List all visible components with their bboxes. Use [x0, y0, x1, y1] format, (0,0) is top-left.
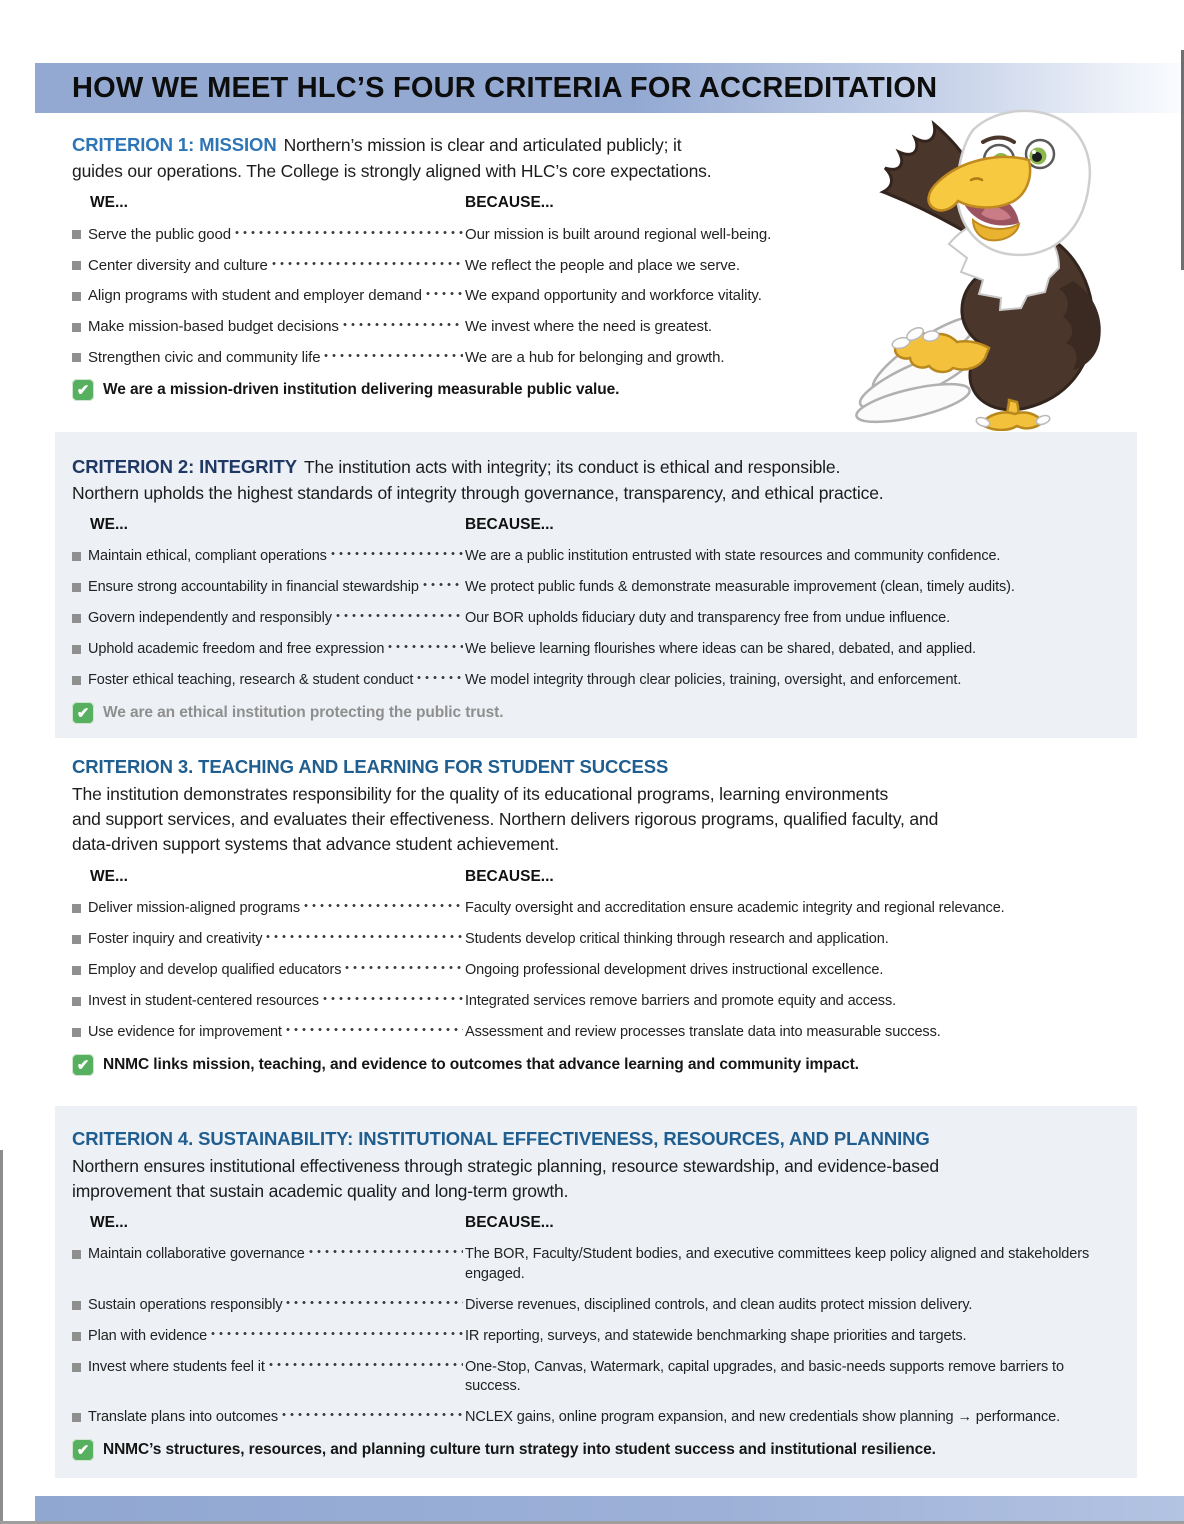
square-bullet-icon: [72, 353, 81, 362]
we-because-row: [72, 1296, 1111, 1315]
because-item-text: Assessment and review processes translate data into measurable success.: [465, 1024, 941, 1041]
dot-leader: [334, 609, 463, 622]
square-bullet-icon: [72, 1413, 81, 1422]
summary-text: We are a mission-driven institution delivering measurable public value.: [103, 380, 620, 398]
because-column-label: BECAUSE...: [465, 515, 554, 533]
dot-leader: [322, 349, 463, 362]
because-item-text: One-Stop, Canvas, Watermark, capital upgrades, and basic-needs supports remove barriers to success.: [465, 1358, 1064, 1394]
checkmark-icon: ✔: [72, 1439, 94, 1461]
dot-leader: [329, 547, 463, 560]
page-edge-line: [0, 1150, 3, 1524]
dot-leader: [267, 1358, 463, 1371]
we-because-row: [72, 640, 1111, 659]
we-item-text: Serve the public good: [88, 225, 232, 243]
because-item-text: Our BOR upholds fiduciary duty and transparency free from undue influence.: [465, 610, 951, 627]
we-item-text: Uphold academic freedom and free expression: [88, 641, 385, 658]
we-cell: [72, 992, 465, 1011]
dot-leader: [302, 899, 463, 912]
because-item-text: We are a public institution entrusted with state resources and community confidence.: [465, 547, 1001, 564]
we-item-text: Make mission-based budget decisions: [88, 318, 339, 336]
square-bullet-icon: [72, 1028, 81, 1037]
we-because-row: [72, 578, 1111, 597]
we-column-label: WE...: [90, 1214, 128, 1232]
because-item-text: We believe learning flourishes where ideas can be shared, debated, and applied.: [465, 641, 976, 658]
we-because-row: [72, 899, 1111, 918]
intro-line: and support services, and evaluates their effectiveness. Northern delivers rigorous programs, qualified faculty, and: [72, 809, 939, 830]
we-cell: [72, 1327, 465, 1346]
checkmark-icon: ✔: [72, 702, 94, 724]
dot-leader: [307, 1245, 463, 1258]
square-bullet-icon: [72, 904, 81, 913]
because-item-text: IR reporting, surveys, and statewide benchmarking shape priorities and targets.: [465, 1327, 967, 1344]
criterion-4-section: [55, 1106, 1137, 1478]
column-headers: [72, 194, 841, 212]
we-cell: [72, 1408, 465, 1427]
criterion-2-heading: CRITERION 2: INTEGRITY: [72, 456, 297, 477]
we-because-row: [72, 256, 841, 276]
because-item-text: Integrated services remove barriers and promote equity and access.: [465, 992, 897, 1009]
checkmark-icon: ✔: [72, 1054, 94, 1076]
eagle-mascot-image: [820, 96, 1182, 431]
we-item-text: Use evidence for improvement: [88, 1024, 282, 1041]
column-headers: [72, 1214, 1111, 1232]
we-item-text: Invest where students feel it: [88, 1358, 265, 1375]
intro-line: Northern’s mission is clear and articulated publicly; it: [283, 135, 682, 155]
because-item-text: We reflect the people and place we serve.: [465, 256, 740, 274]
dot-leader: [386, 640, 463, 653]
we-item-text: Plan with evidence: [88, 1327, 208, 1344]
we-because-row: [72, 1245, 1111, 1283]
intro-line: guides our operations. The College is strongly aligned with HLC’s core expectations.: [72, 160, 712, 181]
we-cell: [72, 1023, 465, 1042]
square-bullet-icon: [72, 583, 81, 592]
we-cell: [72, 1245, 465, 1264]
criterion-1-intro: [72, 132, 841, 184]
we-cell: [72, 609, 465, 628]
criterion-3-intro: [72, 782, 1111, 858]
dot-leader: [280, 1408, 463, 1421]
we-cell: [72, 1358, 465, 1377]
we-cell: [72, 348, 465, 368]
we-column-label: WE...: [90, 193, 128, 211]
dot-leader: [424, 287, 463, 300]
dot-leader: [341, 318, 463, 331]
square-bullet-icon: [72, 552, 81, 561]
we-item-text: Sustain operations responsibly: [88, 1296, 283, 1313]
summary-text: NNMC links mission, teaching, and evidence to outcomes that advance learning and community impact.: [103, 1056, 859, 1074]
because-item-text: We invest where the need is greatest.: [465, 318, 712, 336]
dot-leader: [321, 992, 463, 1005]
because-item-text: We are a hub for belonging and growth.: [465, 349, 725, 366]
we-cell: [72, 256, 465, 276]
we-because-row: [72, 992, 1111, 1011]
we-item-text: Foster ethical teaching, research & student conduct: [88, 672, 414, 689]
we-because-row: [72, 317, 841, 337]
square-bullet-icon: [72, 323, 81, 332]
dot-leader: [343, 961, 463, 974]
because-column-label: BECAUSE...: [465, 1214, 554, 1232]
we-column-label: WE...: [90, 867, 128, 885]
dot-leader: [233, 226, 463, 239]
square-bullet-icon: [72, 230, 81, 239]
we-cell: [72, 225, 465, 245]
square-bullet-icon: [72, 997, 81, 1006]
because-item-text: The BOR, Faculty/Student bodies, and executive committees keep policy aligned and stakeholders engaged.: [465, 1246, 1090, 1282]
we-because-row: [72, 1023, 1111, 1042]
we-item-text: Translate plans into outcomes: [88, 1409, 278, 1426]
we-cell: [72, 1296, 465, 1315]
dot-leader: [415, 671, 463, 684]
we-item-text: Invest in student-centered resources: [88, 992, 319, 1009]
dot-leader: [421, 578, 463, 591]
criterion-2-intro: [72, 454, 1111, 506]
column-headers: [72, 868, 1111, 886]
we-cell: [72, 961, 465, 980]
summary-row: [72, 1439, 1111, 1461]
because-item-text: Students develop critical thinking through research and application.: [465, 930, 889, 947]
square-bullet-icon: [72, 935, 81, 944]
we-because-row: [72, 930, 1111, 949]
we-because-row: [72, 671, 1111, 690]
we-item-text: Govern independently and responsibly: [88, 610, 332, 627]
criterion-4-intro: [72, 1154, 1111, 1204]
column-headers: [72, 516, 1111, 534]
square-bullet-icon: [72, 292, 81, 301]
we-item-text: Maintain collaborative governance: [88, 1246, 305, 1263]
because-item-text: Our mission is built around regional well-being.: [465, 225, 772, 243]
we-cell: [72, 286, 465, 306]
we-item-text: Deliver mission-aligned programs: [88, 899, 300, 916]
square-bullet-icon: [72, 1250, 81, 1259]
we-cell: [72, 640, 465, 659]
dot-leader: [264, 930, 463, 943]
criterion-2-section: [55, 432, 1137, 738]
we-because-row: [72, 609, 1111, 628]
page-title: HOW WE MEET HLC’S FOUR CRITERIA FOR ACCREDITATION: [72, 72, 938, 104]
because-item-text: We protect public funds & demonstrate measurable improvement (clean, timely audits).: [465, 578, 1015, 595]
because-item-text: Diverse revenues, disciplined controls, and clean audits protect mission delivery.: [465, 1296, 973, 1313]
intro-line: The institution demonstrates responsibility for the quality of its educational programs, learning environments: [72, 784, 889, 804]
we-cell: [72, 547, 465, 566]
we-item-text: Employ and develop qualified educators: [88, 961, 342, 978]
intro-line: Northern upholds the highest standards of integrity through governance, transparency, and ethical practice.: [72, 482, 884, 503]
square-bullet-icon: [72, 645, 81, 654]
square-bullet-icon: [72, 1301, 81, 1310]
checkmark-icon: ✔: [72, 379, 94, 401]
square-bullet-icon: [72, 966, 81, 975]
we-because-row: [72, 225, 841, 245]
we-cell: [72, 578, 465, 597]
we-because-row: [72, 961, 1111, 980]
we-cell: [72, 899, 465, 918]
summary-row: [72, 702, 1111, 724]
we-item-text: Strengthen civic and community life: [88, 349, 321, 366]
because-item-text: Faculty oversight and accreditation ensure academic integrity and regional relevance.: [465, 899, 1005, 916]
summary-text: We are an ethical institution protecting the public trust.: [103, 704, 504, 722]
because-item-text: NCLEX gains, online program expansion, and new credentials show planning → performance.: [465, 1409, 1061, 1426]
we-item-text: Foster inquiry and creativity: [88, 930, 263, 947]
summary-row: [72, 379, 841, 401]
criterion-3-section: [55, 756, 1137, 1076]
dot-leader: [270, 257, 463, 270]
criterion-1-section: [55, 132, 867, 401]
dot-leader: [209, 1327, 463, 1340]
we-item-text: Align programs with student and employer demand: [88, 287, 422, 305]
because-item-text: Ongoing professional development drives instructional excellence.: [465, 961, 884, 978]
we-because-row: [72, 1358, 1111, 1396]
intro-line: improvement that sustain academic quality and long-term growth.: [72, 1181, 569, 1202]
footer-bar: [35, 1496, 1184, 1521]
because-item-text: We expand opportunity and workforce vitality.: [465, 287, 762, 305]
square-bullet-icon: [72, 676, 81, 685]
intro-line: data-driven support systems that advance student achievement.: [72, 834, 559, 855]
we-because-row: [72, 547, 1111, 566]
summary-text: NNMC’s structures, resources, and planning culture turn strategy into student success and institutional resilience.: [103, 1441, 936, 1459]
criterion-1-heading: CRITERION 1: MISSION: [72, 134, 277, 155]
summary-row: [72, 1054, 1111, 1076]
square-bullet-icon: [72, 614, 81, 623]
we-cell: [72, 930, 465, 949]
we-item-text: Maintain ethical, compliant operations: [88, 547, 327, 564]
square-bullet-icon: [72, 1332, 81, 1341]
we-cell: [72, 671, 465, 690]
square-bullet-icon: [72, 1363, 81, 1372]
because-column-label: BECAUSE...: [465, 867, 554, 885]
we-column-label: WE...: [90, 515, 128, 533]
dot-leader: [284, 1023, 463, 1036]
we-item-text: Center diversity and culture: [88, 256, 268, 274]
we-because-row: [72, 1327, 1111, 1346]
because-item-text: We model integrity through clear policies, training, oversight, and enforcement.: [465, 672, 962, 689]
dot-leader: [284, 1296, 463, 1309]
intro-line: Northern ensures institutional effectiveness through strategic planning, resource stewardship, and evidence-based: [72, 1156, 939, 1176]
we-cell: [72, 317, 465, 337]
criterion-4-heading: CRITERION 4. SUSTAINABILITY: INSTITUTIONAL EFFECTIVENESS, RESOURCES, AND PLANNING: [72, 1128, 930, 1149]
we-item-text: Ensure strong accountability in financial stewardship: [88, 578, 419, 595]
because-column-label: BECAUSE...: [465, 193, 554, 211]
criterion-3-heading: CRITERION 3. TEACHING AND LEARNING FOR STUDENT SUCCESS: [72, 756, 669, 777]
we-because-row: [72, 348, 841, 368]
intro-line: The institution acts with integrity; its conduct is ethical and responsible.: [303, 457, 841, 477]
we-because-row: [72, 286, 841, 306]
we-because-row: [72, 1408, 1111, 1427]
square-bullet-icon: [72, 261, 81, 270]
